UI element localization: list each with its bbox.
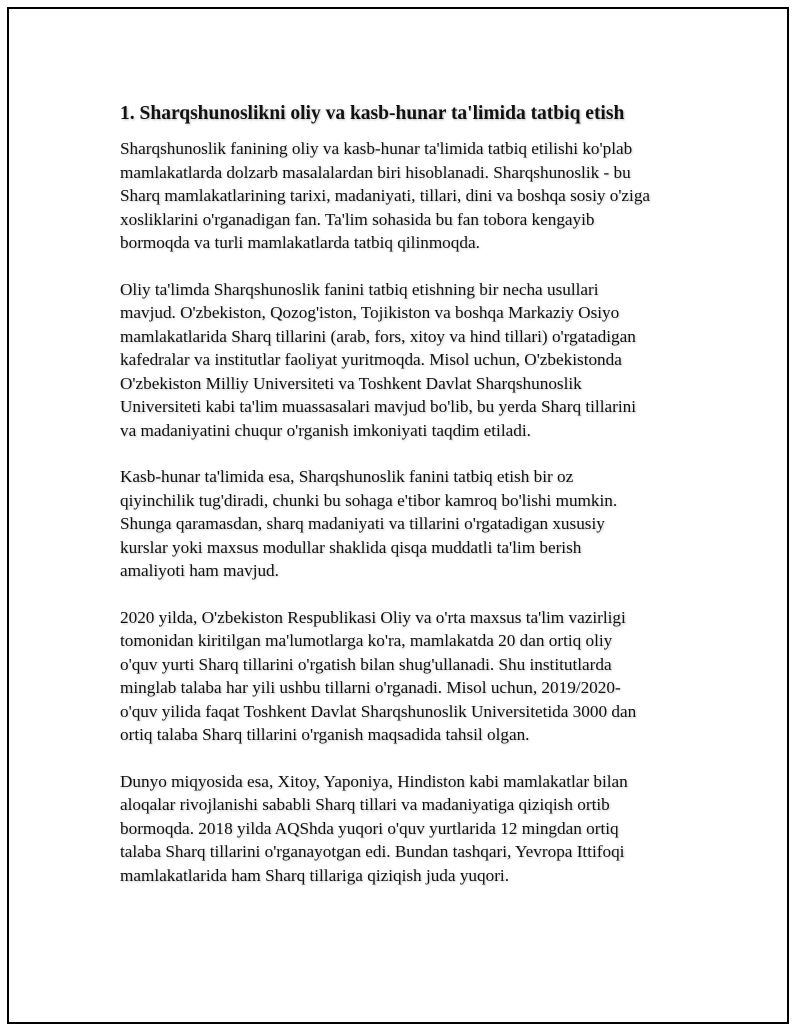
text-line: 2020 yilda, O'zbekiston Respublikasi Oliy va o'rta maxsus ta'lim vazirligi — [120, 607, 626, 627]
text-line: minglab talaba har yili ushbu tillarni o'rganadi. Misol uchun, 2019/2020- — [120, 678, 621, 697]
page-frame — [7, 7, 789, 1024]
document-body — [120, 101, 710, 910]
text-line: amaliyoti ham mavjud. — [120, 561, 279, 580]
paragraph-1 — [120, 137, 710, 255]
text-line: xosliklarini o'rganadigan fan. Ta'lim sohasida bu fan tobora kengayib — [120, 209, 595, 229]
text-line: kafedralar va institutlar faoliyat yuritmoqda. Misol uchun, O'zbekistonda — [120, 350, 622, 369]
paragraph-4 — [120, 606, 710, 747]
text-line: aloqalar rivojlanishi sababli Sharq tillari va madaniyatiga qiziqish ortib — [120, 795, 610, 814]
text-line: mamlakatlarida Sharq tillarini (arab, fors, xitoy va hind tillari) o'rgatadigan — [120, 326, 636, 346]
text-line: mamlakatlarda dolzarb masalalardan biri hisoblanadi. Sharqshunoslik - bu — [120, 162, 631, 182]
text-line: tomonidan kiritilgan ma'lumotlarga ko'ra, mamlakatda 20 dan ortiq oliy — [120, 631, 613, 650]
paragraph-5 — [120, 770, 710, 888]
text-line: o'quv yurti Sharq tillarini o'rgatish bilan shug'ullanadi. Shu institutlarda — [120, 654, 612, 674]
text-line: bormoqda. 2018 yilda AQShda yuqori o'quv yurtlarida 12 mingdan ortiq — [120, 818, 619, 838]
paragraph-2 — [120, 278, 710, 443]
text-line: Sharq mamlakatlarining tarixi, madaniyati, tillari, dini va boshqa sosiy o'ziga — [120, 186, 651, 205]
text-line: Oliy ta'limda Sharqshunoslik fanini tatbiq etishning bir necha usullari — [120, 279, 599, 299]
text-line: mavjud. O'zbekiston, Qozog'iston, Tojikiston va boshqa Markaziy Osiyo — [120, 303, 620, 322]
text-line: o'quv yilida faqat Toshkent Davlat Sharqshunoslik Universitetida 3000 dan — [120, 701, 637, 721]
section-heading: 1. Sharqshunoslikni oliy va kasb-hunar ta'limida tatbiq etish — [120, 103, 625, 124]
text-line: va madaniyatini chuqur o'rganish imkoniyati taqdim etiladi. — [120, 420, 531, 440]
text-line: O'zbekiston Milliy Universiteti va Toshkent Davlat Sharqshunoslik — [120, 373, 582, 393]
text-line: Shunga qaramasdan, sharq madaniyati va tillarini o'rgatadigan xususiy — [120, 514, 605, 533]
text-line: bormoqda va turli mamlakatlarda tatbiq qilinmoqda. — [120, 233, 480, 252]
text-line: kurslar yoki maxsus modullar shaklida qisqa muddatli ta'lim berish — [120, 537, 582, 557]
text-line: ortiq talaba Sharq tillarini o'rganish maqsadida tahsil olgan. — [120, 725, 530, 744]
text-line: Universiteti kabi ta'lim muassasalari mavjud bo'lib, bu yerda Sharq tillarini — [120, 397, 636, 416]
text-line: mamlakatlarida ham Sharq tillariga qiziqish juda yuqori. — [120, 865, 510, 885]
paragraph-3 — [120, 465, 710, 583]
text-line: qiyinchilik tug'diradi, chunki bu sohaga e'tibor kamroq bo'lishi mumkin. — [120, 490, 618, 510]
text-line: Kasb-hunar ta'limida esa, Sharqshunoslik fanini tatbiq etish bir oz — [120, 467, 574, 486]
text-line: Dunyo miqyosida esa, Xitoy, Yaponiya, Hindiston kabi mamlakatlar bilan — [120, 771, 628, 791]
text-line: Sharqshunoslik fanining oliy va kasb-hunar ta'limida tatbiq etilishi ko'plab — [120, 139, 633, 158]
text-line: talaba Sharq tillarini o'rganayotgan edi. Bundan tashqari, Yevropa Ittifoqi — [120, 842, 625, 861]
